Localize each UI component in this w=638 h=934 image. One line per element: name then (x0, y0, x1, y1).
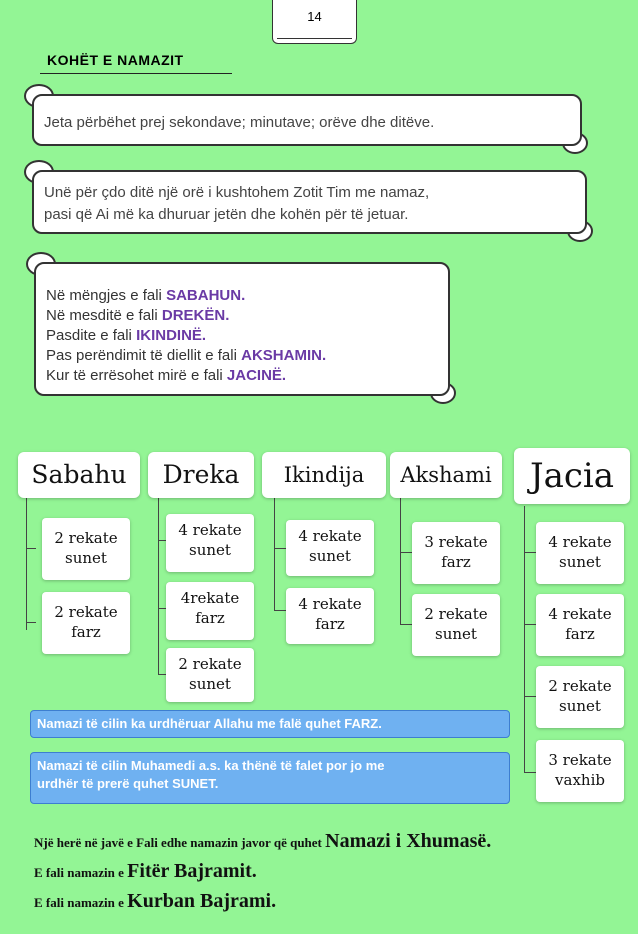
rekat-box: 4 rekate sunet (166, 514, 254, 572)
rekat-box: 2 rekate sunet (42, 518, 130, 580)
connector-line (524, 552, 536, 553)
rekat-box: 2 rekate sunet (536, 666, 624, 728)
intro-text-2-line-2: pasi që Ai më ka dhuruar jetën dhe kohën për të jetuar. (44, 206, 409, 223)
time-line-ikindija: Pasdite e fali IKINDINË. (46, 327, 207, 344)
rekat-box: 2 rekate farz (42, 592, 130, 654)
page-number: 14 (272, 0, 357, 44)
intro-text-2-line-1: Unë për çdo ditë një orë i kushtohem Zotit Tim me namaz, (44, 184, 430, 201)
connector-line (524, 624, 536, 625)
connector-line (274, 610, 286, 611)
connector-line (26, 548, 36, 549)
footer-line-xhuma: Një herë në javë e Fali edhe namazin javor që quhet Namazi i Xhumasë. (34, 830, 492, 852)
prayer-header-ikindija: Ikindija (262, 452, 386, 498)
prayer-times-scroll (34, 262, 450, 396)
rekat-box: 3 rekate farz (412, 522, 500, 584)
rekat-box: 4rekate farz (166, 582, 254, 640)
connector-line (274, 498, 275, 610)
intro-scroll-2 (32, 170, 587, 234)
connector-line (158, 498, 159, 674)
rekat-box: 3 rekate vaxhib (536, 740, 624, 802)
connector-line (524, 772, 536, 773)
footer-line-fiter: E fali namazin e Fitër Bajramit. (34, 860, 257, 882)
time-line-jacia: Kur të errësohet mirë e fali JACINË. (46, 367, 287, 384)
time-line-sabahu: Në mëngjes e fali SABAHUN. (46, 287, 246, 304)
connector-line (26, 498, 27, 630)
connector-line (274, 548, 286, 549)
title-underline (40, 73, 232, 74)
connector-line (524, 506, 525, 772)
rekat-box: 4 rekate farz (286, 588, 374, 644)
rekat-box: 2 rekate sunet (166, 648, 254, 702)
rekat-box: 4 rekate sunet (286, 520, 374, 576)
note-sunet: Namazi të cilin Muhamedi a.s. ka thënë të falet por jo me urdhër të prerë quhet SUNET. (30, 752, 510, 804)
time-line-akshami: Pas perëndimit të diellit e fali AKSHAMIN. (46, 347, 327, 364)
rekat-box: 4 rekate sunet (536, 522, 624, 584)
note-farz: Namazi të cilin ka urdhëruar Allahu me falë quhet FARZ. (30, 710, 510, 738)
connector-line (400, 624, 412, 625)
connector-line (400, 552, 412, 553)
time-line-dreka: Në mesditë e fali DREKËN. (46, 307, 230, 324)
prayer-header-jacia: Jacia (514, 448, 630, 504)
prayer-header-sabahu: Sabahu (18, 452, 140, 498)
connector-line (400, 498, 401, 624)
prayer-header-akshami: Akshami (390, 452, 502, 498)
rekat-box: 4 rekate farz (536, 594, 624, 656)
rekat-box: 2 rekate sunet (412, 594, 500, 656)
intro-scroll-1 (32, 94, 582, 146)
connector-line (26, 622, 36, 623)
intro-text-1: Jeta përbëhet prej sekondave; minutave; orëve dhe ditëve. (44, 114, 435, 131)
footer-line-kurban: E fali namazin e Kurban Bajrami. (34, 890, 277, 912)
page-title: KOHËT E NAMAZIT (47, 52, 184, 68)
prayer-header-dreka: Dreka (148, 452, 254, 498)
connector-line (524, 696, 536, 697)
